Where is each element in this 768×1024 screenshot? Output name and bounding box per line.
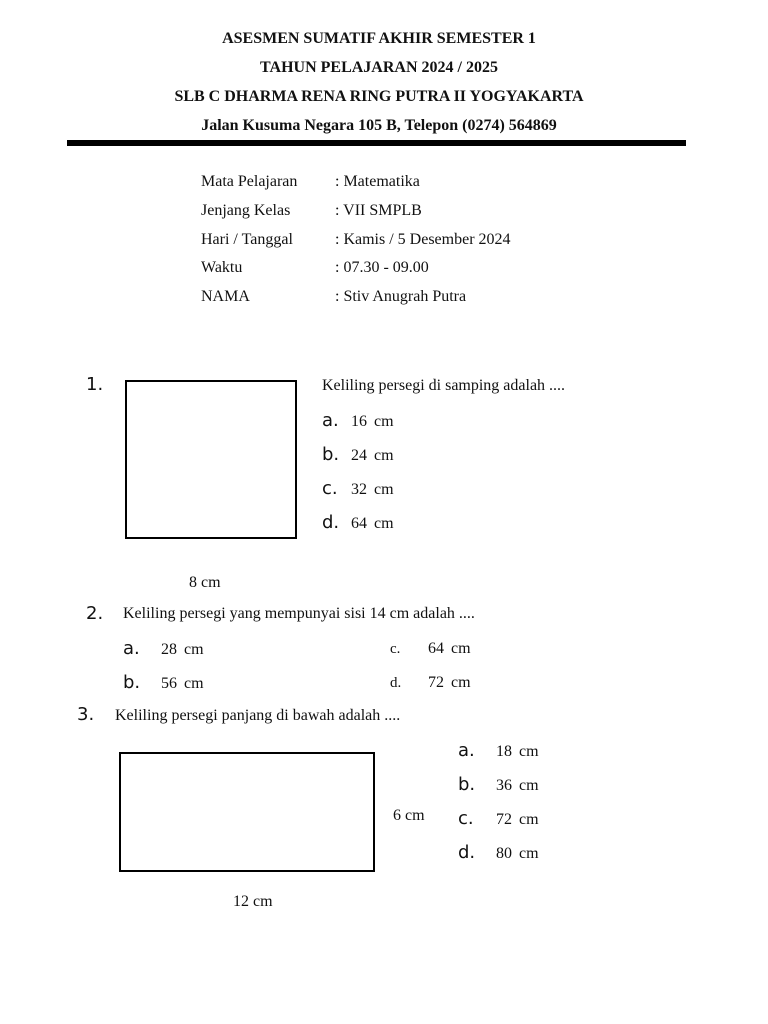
option-unit: cm bbox=[519, 777, 539, 794]
option-letter: a. bbox=[458, 740, 475, 761]
option-value: 64 bbox=[428, 640, 444, 657]
option-c[interactable] bbox=[390, 640, 471, 658]
option-d[interactable] bbox=[458, 842, 539, 863]
option-value: 32 bbox=[351, 481, 367, 498]
option-a[interactable] bbox=[123, 638, 204, 659]
option-letter: c. bbox=[390, 641, 401, 657]
info-label: Jenjang Kelas bbox=[201, 202, 291, 219]
option-value: 64 bbox=[351, 515, 367, 532]
info-label: NAMA bbox=[201, 288, 250, 305]
info-value: : VII SMPLB bbox=[335, 202, 422, 219]
option-value: 72 bbox=[428, 674, 444, 691]
question-text: Keliling persegi yang mempunyai sisi 14 cm adalah .... bbox=[123, 605, 475, 622]
option-unit: cm bbox=[184, 641, 204, 658]
option-c[interactable] bbox=[322, 478, 394, 499]
option-value: 28 bbox=[161, 641, 177, 658]
info-label: Waktu bbox=[201, 259, 243, 276]
header-year: TAHUN PELAJARAN 2024 / 2025 bbox=[260, 59, 498, 76]
option-unit: cm bbox=[519, 743, 539, 760]
question-number: 2. bbox=[86, 603, 104, 624]
option-unit: cm bbox=[374, 481, 394, 498]
option-letter: b. bbox=[322, 444, 340, 465]
info-value: : Stiv Anugrah Putra bbox=[335, 288, 467, 305]
option-value: 80 bbox=[496, 845, 512, 862]
info-label: Mata Pelajaran bbox=[201, 173, 298, 190]
header-title: ASESMEN SUMATIF AKHIR SEMESTER 1 bbox=[222, 30, 536, 47]
option-letter: c. bbox=[458, 808, 474, 829]
option-letter: b. bbox=[123, 672, 141, 693]
header-address: Jalan Kusuma Negara 105 B, Telepon (0274) 564869 bbox=[201, 117, 557, 134]
option-a[interactable] bbox=[322, 410, 394, 431]
option-letter: a. bbox=[322, 410, 339, 431]
option-d[interactable] bbox=[390, 674, 471, 692]
option-letter: a. bbox=[123, 638, 140, 659]
option-value: 72 bbox=[496, 811, 512, 828]
info-value: : Kamis / 5 Desember 2024 bbox=[335, 231, 511, 248]
option-letter: d. bbox=[322, 512, 340, 533]
rectangle-height-label: 6 cm bbox=[393, 807, 425, 824]
option-a[interactable] bbox=[458, 740, 539, 761]
option-unit: cm bbox=[519, 811, 539, 828]
square-figure bbox=[125, 380, 297, 539]
option-b[interactable] bbox=[458, 774, 539, 795]
option-value: 36 bbox=[496, 777, 512, 794]
question-text: Keliling persegi di samping adalah .... bbox=[322, 377, 566, 394]
question-number: 1. bbox=[86, 374, 104, 395]
option-unit: cm bbox=[374, 447, 394, 464]
option-unit: cm bbox=[451, 674, 471, 691]
header-school: SLB C DHARMA RENA RING PUTRA II YOGYAKARTA bbox=[174, 88, 584, 105]
header-divider bbox=[67, 140, 686, 146]
rectangle-figure bbox=[119, 752, 375, 872]
option-c[interactable] bbox=[458, 808, 539, 829]
info-label: Hari / Tanggal bbox=[201, 231, 293, 248]
option-value: 18 bbox=[496, 743, 512, 760]
question-text: Keliling persegi panjang di bawah adalah .... bbox=[115, 707, 401, 724]
question-number: 3. bbox=[77, 704, 95, 725]
rectangle-width-label: 12 cm bbox=[233, 893, 273, 910]
option-unit: cm bbox=[374, 515, 394, 532]
option-value: 24 bbox=[351, 447, 367, 464]
option-letter: d. bbox=[458, 842, 476, 863]
option-d[interactable] bbox=[322, 512, 394, 533]
option-unit: cm bbox=[184, 675, 204, 692]
option-unit: cm bbox=[374, 413, 394, 430]
info-value: : Matematika bbox=[335, 173, 420, 190]
option-b[interactable] bbox=[322, 444, 394, 465]
option-value: 16 bbox=[351, 413, 367, 430]
option-b[interactable] bbox=[123, 672, 204, 693]
square-side-label: 8 cm bbox=[189, 574, 221, 591]
option-letter: d. bbox=[390, 675, 402, 691]
option-letter: c. bbox=[322, 478, 338, 499]
info-value: : 07.30 - 09.00 bbox=[335, 259, 429, 276]
option-value: 56 bbox=[161, 675, 177, 692]
option-letter: b. bbox=[458, 774, 476, 795]
option-unit: cm bbox=[451, 640, 471, 657]
option-unit: cm bbox=[519, 845, 539, 862]
